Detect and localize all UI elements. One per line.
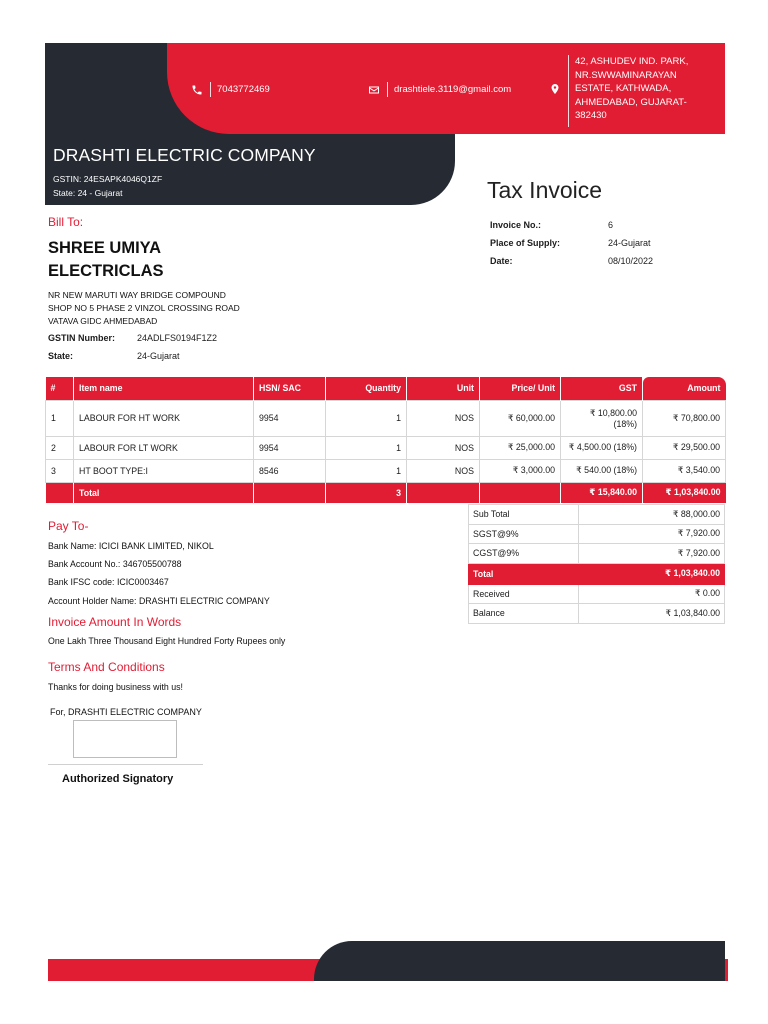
summary-value: ₹ 88,000.00 bbox=[579, 505, 725, 525]
bill-to-heading: Bill To: bbox=[48, 215, 84, 229]
summary-label: Received bbox=[469, 584, 579, 604]
bank-account: Bank Account No.: 346705500788 bbox=[48, 559, 182, 569]
total-gst: ₹ 15,840.00 bbox=[561, 482, 643, 503]
email-address: drashtiele.3119@gmail.com bbox=[394, 84, 512, 95]
cell-gst: ₹ 10,800.00 (18%) bbox=[561, 400, 643, 436]
cell-gst: ₹ 540.00 (18%) bbox=[561, 459, 643, 482]
invoice-meta bbox=[490, 216, 653, 270]
summary-label: SGST@9% bbox=[469, 524, 579, 544]
signature-divider bbox=[48, 764, 203, 765]
contact-phone bbox=[191, 82, 270, 97]
items-total-row bbox=[46, 482, 726, 503]
cell-empty bbox=[254, 482, 326, 503]
client-address bbox=[48, 289, 240, 328]
bank-ifsc: Bank IFSC code: ICIC0003467 bbox=[48, 577, 169, 587]
meta-value: 6 bbox=[608, 220, 614, 230]
cell-amount: ₹ 3,540.00 bbox=[643, 459, 726, 482]
contact-separator bbox=[210, 82, 211, 97]
col-header-quantity: Quantity bbox=[326, 377, 407, 400]
summary-table bbox=[468, 504, 725, 624]
summary-value: ₹ 7,920.00 bbox=[579, 524, 725, 544]
col-header-index: # bbox=[46, 377, 74, 400]
summary-value: ₹ 7,920.00 bbox=[579, 544, 725, 564]
summary-row-received bbox=[469, 584, 725, 604]
cell-unit: NOS bbox=[407, 400, 480, 436]
invoice-date-row bbox=[490, 252, 653, 270]
company-gstin: GSTIN: 24ESAPK4046Q1ZF bbox=[53, 174, 163, 184]
total-amount: ₹ 1,03,840.00 bbox=[643, 482, 726, 503]
cell-price: ₹ 3,000.00 bbox=[480, 459, 561, 482]
footer-dark-band bbox=[314, 941, 725, 981]
summary-label: Total bbox=[469, 563, 579, 584]
signature-for-line: For, DRASHTI ELECTRIC COMPANY bbox=[50, 707, 202, 717]
cell-item-name: LABOUR FOR HT WORK bbox=[74, 400, 254, 436]
summary-row-sgst bbox=[469, 524, 725, 544]
envelope-icon bbox=[368, 84, 380, 96]
col-header-amount: Amount bbox=[643, 377, 726, 400]
authorized-signatory-label: Authorized Signatory bbox=[62, 773, 174, 785]
client-gstin bbox=[48, 333, 217, 343]
col-header-unit: Unit bbox=[407, 377, 480, 400]
client-name: SHREE UMIYA ELECTRICLAS bbox=[48, 239, 164, 280]
amount-in-words-heading: Invoice Amount In Words bbox=[48, 615, 182, 629]
table-row bbox=[46, 400, 726, 436]
summary-row-total bbox=[469, 563, 725, 584]
contact-separator bbox=[568, 55, 569, 127]
client-address-line: SHOP NO 5 PHASE 2 VINZOL CROSSING ROAD bbox=[48, 303, 240, 313]
cell-price: ₹ 25,000.00 bbox=[480, 436, 561, 459]
col-header-gst: GST bbox=[561, 377, 643, 400]
cell-item-name: HT BOOT TYPE:I bbox=[74, 459, 254, 482]
summary-label: Balance bbox=[469, 604, 579, 624]
place-of-supply-row bbox=[490, 234, 653, 252]
summary-value: ₹ 1,03,840.00 bbox=[579, 563, 725, 584]
contact-email bbox=[368, 82, 511, 97]
cell-unit: NOS bbox=[407, 436, 480, 459]
account-holder: Account Holder Name: DRASHTI ELECTRIC COMPANY bbox=[48, 596, 270, 606]
client-state bbox=[48, 351, 180, 361]
client-state-value: 24-Gujarat bbox=[137, 351, 180, 361]
summary-value: ₹ 1,03,840.00 bbox=[579, 604, 725, 624]
cell-empty bbox=[480, 482, 561, 503]
cell-hsn: 8546 bbox=[254, 459, 326, 482]
cell-empty bbox=[407, 482, 480, 503]
cell-hsn: 9954 bbox=[254, 400, 326, 436]
terms-heading: Terms And Conditions bbox=[48, 660, 165, 674]
cell-index: 2 bbox=[46, 436, 74, 459]
cell-price: ₹ 60,000.00 bbox=[480, 400, 561, 436]
client-address-line: NR NEW MARUTI WAY BRIDGE COMPOUND bbox=[48, 290, 226, 300]
phone-number: 7043772469 bbox=[217, 84, 270, 95]
col-header-price: Price/ Unit bbox=[480, 377, 561, 400]
summary-row-cgst bbox=[469, 544, 725, 564]
cell-quantity: 1 bbox=[326, 400, 407, 436]
summary-value: ₹ 0.00 bbox=[579, 584, 725, 604]
total-label: Total bbox=[74, 482, 254, 503]
bank-name: Bank Name: ICICI BANK LIMITED, NIKOL bbox=[48, 541, 214, 551]
cell-index: 3 bbox=[46, 459, 74, 482]
phone-icon bbox=[191, 84, 203, 96]
meta-label: Date: bbox=[490, 256, 513, 266]
cell-item-name: LABOUR FOR LT WORK bbox=[74, 436, 254, 459]
cell-hsn: 9954 bbox=[254, 436, 326, 459]
company-address: 42, ASHUDEV IND. PARK, NR.SWWAMINARAYAN ESTATE, KATHWADA, AHMEDABAD, GUJARAT-382430 bbox=[575, 56, 689, 121]
cell-quantity: 1 bbox=[326, 436, 407, 459]
client-gstin-value: 24ADLFS0194F1Z2 bbox=[137, 333, 218, 343]
meta-label: Place of Supply: bbox=[490, 238, 561, 248]
amount-in-words-value: One Lakh Three Thousand Eight Hundred Forty Rupees only bbox=[48, 636, 286, 646]
cell-amount: ₹ 70,800.00 bbox=[643, 400, 726, 436]
col-header-item-name: Item name bbox=[74, 377, 254, 400]
map-pin-icon bbox=[549, 83, 561, 95]
signature-box bbox=[73, 720, 177, 758]
table-row bbox=[46, 436, 726, 459]
summary-label: CGST@9% bbox=[469, 544, 579, 564]
document-title: Tax Invoice bbox=[487, 177, 603, 203]
contact-address bbox=[549, 55, 715, 127]
client-address-line: VATAVA GIDC AHMEDABAD bbox=[48, 316, 158, 326]
meta-label: Invoice No.: bbox=[490, 220, 542, 230]
summary-label: Sub Total bbox=[469, 505, 579, 525]
cell-unit: NOS bbox=[407, 459, 480, 482]
items-header-row bbox=[46, 377, 726, 400]
client-state-label: State: bbox=[48, 351, 74, 361]
meta-value: 24-Gujarat bbox=[608, 238, 651, 248]
company-name: DRASHTI ELECTRIC COMPANY bbox=[53, 145, 316, 165]
table-row bbox=[46, 459, 726, 482]
cell-quantity: 1 bbox=[326, 459, 407, 482]
contact-separator bbox=[387, 82, 388, 97]
total-quantity: 3 bbox=[326, 482, 407, 503]
cell-amount: ₹ 29,500.00 bbox=[643, 436, 726, 459]
cell-gst: ₹ 4,500.00 (18%) bbox=[561, 436, 643, 459]
summary-row-subtotal bbox=[469, 505, 725, 525]
col-header-hsn: HSN/ SAC bbox=[254, 377, 326, 400]
client-gstin-label: GSTIN Number: bbox=[48, 333, 116, 343]
cell-index: 1 bbox=[46, 400, 74, 436]
summary-row-balance bbox=[469, 604, 725, 624]
company-state: State: 24 - Gujarat bbox=[53, 188, 123, 198]
items-table bbox=[45, 377, 726, 503]
invoice-number-row bbox=[490, 216, 653, 234]
pay-to-heading: Pay To- bbox=[48, 519, 89, 533]
meta-value: 08/10/2022 bbox=[608, 256, 654, 266]
terms-value: Thanks for doing business with us! bbox=[48, 682, 183, 692]
cell-empty bbox=[46, 482, 74, 503]
